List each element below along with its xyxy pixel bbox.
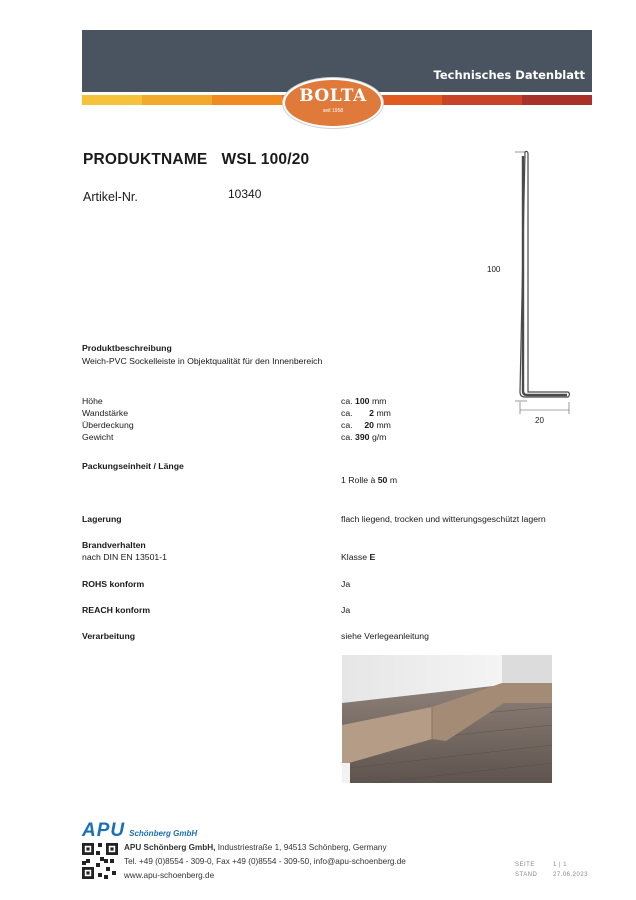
stripe-segment xyxy=(142,95,212,105)
fire-heading: Brandverhalten xyxy=(82,540,146,550)
storage-heading: Lagerung xyxy=(82,514,122,524)
spec-prefix: ca. xyxy=(341,432,353,442)
spec-unit: mm xyxy=(371,396,387,406)
spec-label: Wandstärke xyxy=(82,408,129,418)
processing-heading: Verarbeitung xyxy=(82,631,136,641)
bolta-logo xyxy=(283,78,383,128)
footer-address-line xyxy=(124,843,387,852)
dimension-height-label: 100 xyxy=(487,265,501,274)
apu-logo-text: APU xyxy=(82,820,126,841)
article-number-value: 10340 xyxy=(228,187,262,201)
article-number-label: Artikel-Nr. xyxy=(83,190,138,204)
product-name-value: WSL 100/20 xyxy=(221,151,310,168)
footer-website-link[interactable]: www.apu-schoenberg.de xyxy=(124,871,215,880)
footer-company: APU Schönberg GmbH, xyxy=(124,843,216,852)
apu-logo xyxy=(82,820,197,842)
rohs-value: Ja xyxy=(341,579,351,589)
spec-number: 2 xyxy=(369,408,375,418)
packaging-unit: m xyxy=(389,475,398,485)
date-value: 27.06.2023 xyxy=(553,872,589,878)
spec-number: 100 xyxy=(355,396,370,406)
dimension-width-label: 20 xyxy=(535,416,544,425)
packaging-value xyxy=(341,474,397,486)
spec-value xyxy=(341,419,391,431)
stripe-segment xyxy=(442,95,522,105)
stripe-segment xyxy=(212,95,282,105)
fire-class-prefix: Klasse xyxy=(341,552,368,562)
description-text: Weich-PVC Sockelleiste in Objektqualität für den Innenbereich xyxy=(82,356,323,366)
profile-drawing xyxy=(485,148,585,434)
stripe-segment xyxy=(82,95,142,105)
footer-address: Industriestraße 1, 94513 Schönberg, Germany xyxy=(217,843,387,852)
spec-label: Gewicht xyxy=(82,432,114,442)
storage-value: flach liegend, trocken und witterungsgeschützt lagern xyxy=(341,514,546,524)
product-name-label: PRODUKTNAME xyxy=(83,151,208,168)
logo-subtitle: seit 1958 xyxy=(322,108,344,114)
apu-logo-subtext: Schönberg GmbH xyxy=(129,829,198,838)
packaging-length: 50 xyxy=(377,475,388,485)
logo-name: BOLTA xyxy=(299,86,367,106)
packaging-heading: Packungseinheit / Länge xyxy=(82,461,184,471)
spec-value xyxy=(341,431,386,443)
spec-number: 20 xyxy=(364,420,375,430)
fire-class-value: E xyxy=(369,552,376,562)
processing-value: siehe Verlegeanleitung xyxy=(341,631,429,641)
spec-number: 390 xyxy=(355,432,370,442)
rohs-heading: ROHS konform xyxy=(82,579,145,589)
description-heading: Produktbeschreibung xyxy=(82,343,172,353)
reach-heading: REACH konform xyxy=(82,605,151,615)
stripe-segment xyxy=(522,95,592,105)
fire-norm: nach DIN EN 13501-1 xyxy=(82,552,167,562)
spec-value xyxy=(341,407,391,419)
spec-prefix: ca. xyxy=(341,420,353,430)
packaging-prefix: 1 Rolle à xyxy=(341,475,376,485)
spec-unit: g/m xyxy=(371,432,387,442)
page-label: SEITE xyxy=(515,862,535,868)
fire-class xyxy=(341,551,375,563)
spec-label: Überdeckung xyxy=(82,420,134,430)
skirting-profile-shape xyxy=(520,151,570,397)
qr-code[interactable] xyxy=(82,843,118,879)
reach-value: Ja xyxy=(341,605,351,615)
wall-right xyxy=(502,655,552,685)
date-label: STAND xyxy=(515,872,538,878)
door-frame xyxy=(342,763,350,783)
spec-unit: mm xyxy=(376,420,391,430)
document-type-title: Technisches Datenblatt xyxy=(433,68,585,82)
spec-prefix: ca. xyxy=(341,408,353,418)
spec-unit: mm xyxy=(376,408,391,418)
product-name xyxy=(83,151,309,169)
product-photo xyxy=(342,655,552,783)
skirting-profile-outline xyxy=(523,156,567,395)
page-value: 1 | 1 xyxy=(553,862,568,868)
footer-contact[interactable]: Tel. +49 (0)8554 - 309-0, Fax +49 (0)8554 - 309-50, info@apu-schoenberg.de xyxy=(124,857,406,866)
spec-value xyxy=(341,395,386,407)
spec-label: Höhe xyxy=(82,396,103,406)
spec-prefix: ca. xyxy=(341,396,353,406)
